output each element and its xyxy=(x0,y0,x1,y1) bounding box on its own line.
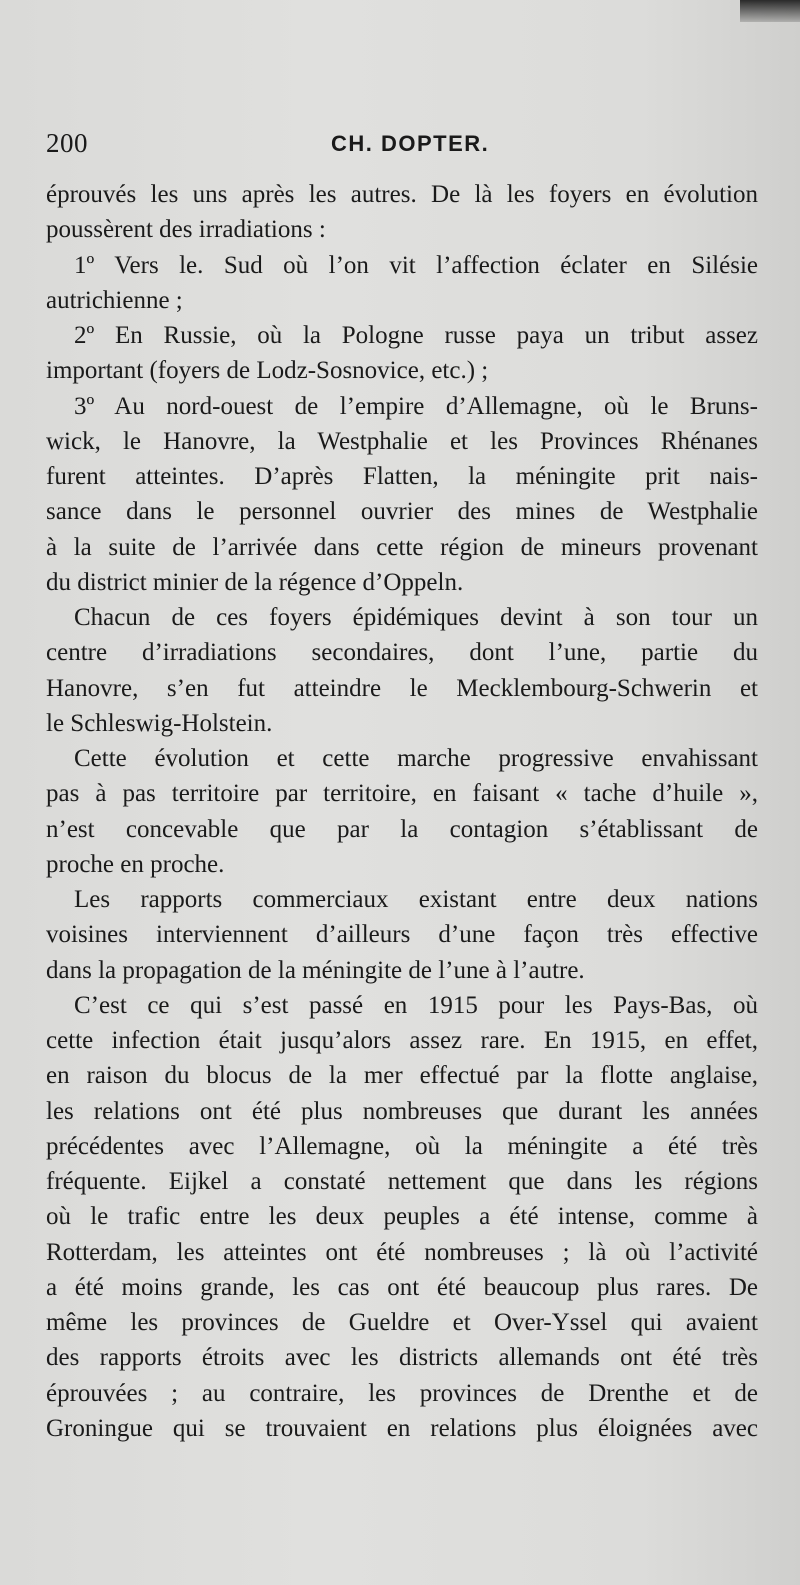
text-line: 1º Vers le. Sud où l’on vit l’affection éclater en Silésie xyxy=(74,251,758,279)
text-line: important (foyers de Lodz-Sosnovice, etc.) ; xyxy=(46,357,489,385)
page-number: 200 xyxy=(46,128,88,158)
text-line: furent atteintes. D’après Flatten, la méningite prit nais- xyxy=(46,463,758,490)
text-line: Groningue qui se trouvaient en relations plus éloignées avec xyxy=(46,1414,758,1442)
text-line: 2º En Russie, où la Pologne russe paya un tribut assez xyxy=(74,322,758,349)
text-line: où le trafic entre les deux peuples a été intense, comme à xyxy=(46,1203,758,1231)
text-line: voisines interviennent d’ailleurs d’une façon très effective xyxy=(46,921,758,949)
text-line: n’est concevable que par la contagion s’établissant de xyxy=(46,815,758,843)
text-line: C’est ce qui s’est passé en 1915 pour les Pays-Bas, où xyxy=(74,991,758,1019)
text-line: centre d’irradiations secondaires, dont l’une, partie du xyxy=(46,639,758,667)
running-head xyxy=(46,128,746,168)
body-text xyxy=(46,177,758,1446)
text-line: Cette évolution et cette marche progressive envahissant xyxy=(74,745,758,772)
scan-edge-shadow xyxy=(740,0,800,22)
text-line: du district minier de la régence d’Oppeln. xyxy=(46,568,464,596)
text-line: précédentes avec l’Allemagne, où la méningite a été très xyxy=(46,1132,758,1160)
text-line: cette infection était jusqu’alors assez rare. En 1915, en effet, xyxy=(46,1027,758,1054)
text-line: poussèrent des irradiations : xyxy=(46,216,326,244)
text-line: éprouvés les uns après les autres. De là les foyers en évolution xyxy=(46,181,758,208)
running-title: CH. DOPTER. xyxy=(331,131,490,156)
text-line: a été moins grande, les cas ont été beaucoup plus rares. De xyxy=(46,1273,758,1301)
text-line: à la suite de l’arrivée dans cette région de mineurs provenant xyxy=(46,533,758,561)
text-line: éprouvées ; au contraire, les provinces de Drenthe et de xyxy=(46,1379,758,1407)
text-line: autrichienne ; xyxy=(46,286,183,314)
text-line: 3º Au nord-ouest de l’empire d’Allemagne, où le Bruns- xyxy=(74,392,758,420)
text-line: wick, le Hanovre, la Westphalie et les Provinces Rhénanes xyxy=(46,427,758,455)
text-line: même les provinces de Gueldre et Over-Yssel qui avaient xyxy=(46,1309,758,1336)
text-line: Les rapports commerciaux existant entre deux nations xyxy=(74,886,758,913)
text-line: des rapports étroits avec les districts allemands ont été très xyxy=(46,1344,758,1372)
text-line: pas à pas territoire par territoire, en faisant « tache d’huile », xyxy=(46,780,758,808)
text-line: proche en proche. xyxy=(46,850,225,878)
text-line: les relations ont été plus nombreuses que durant les années xyxy=(46,1097,758,1125)
text-line: en raison du blocus de la mer effectué par la flotte anglaise, xyxy=(46,1062,758,1090)
text-line: fréquente. Eijkel a constaté nettement que dans les régions xyxy=(46,1168,758,1195)
text-line: Chacun de ces foyers épidémiques devint à son tour un xyxy=(74,604,758,631)
text-line: dans la propagation de la méningite de l’une à l’autre. xyxy=(46,956,585,984)
text-line: Hanovre, s’en fut atteindre le Mecklembourg-Schwerin et xyxy=(46,674,758,702)
text-line: le Schleswig-Holstein. xyxy=(46,709,273,737)
text-line: Rotterdam, les atteintes ont été nombreuses ; là où l’activité xyxy=(46,1238,758,1266)
text-line: sance dans le personnel ouvrier des mines de Westphalie xyxy=(46,498,758,526)
